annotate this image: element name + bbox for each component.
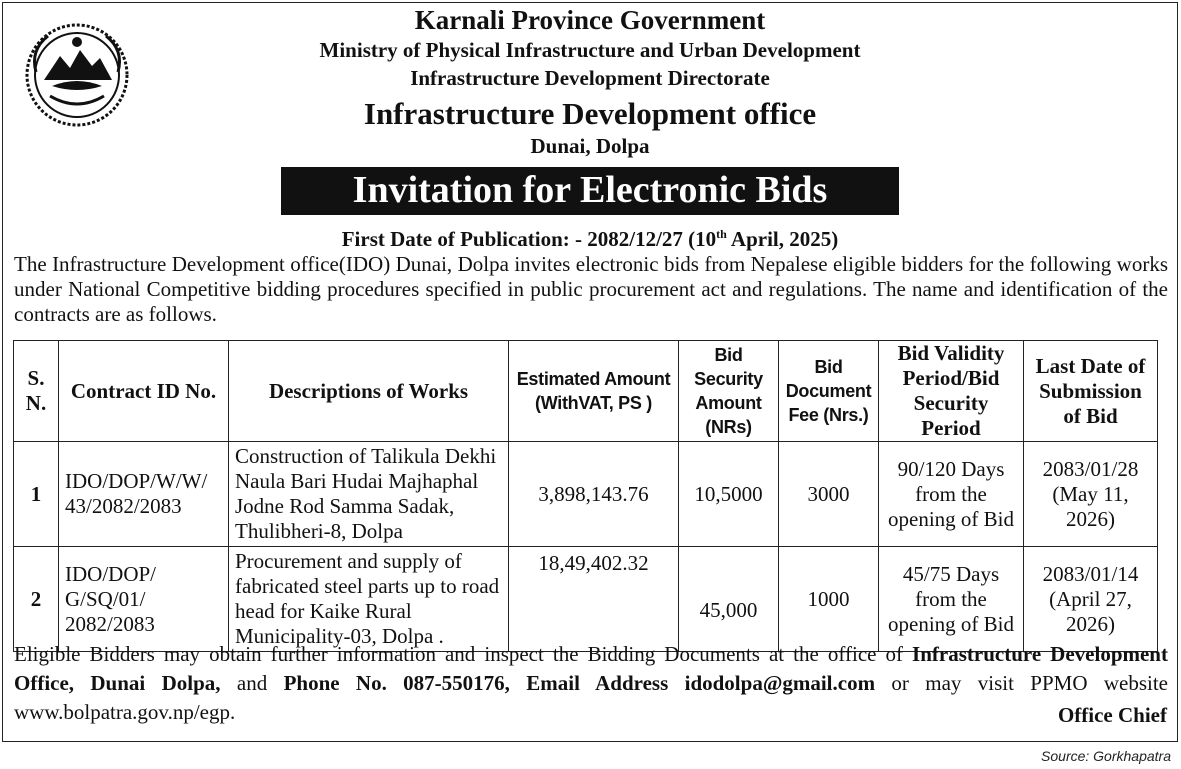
header-validity: Bid Validity Period/Bid Security Period bbox=[879, 341, 1024, 442]
cell-doc-fee: 1000 bbox=[779, 547, 879, 652]
table-row bbox=[14, 442, 1158, 547]
header-contract-id: Contract ID No. bbox=[59, 341, 229, 442]
signature-office-chief: Office Chief bbox=[1057, 703, 1167, 727]
cell-validity: 45/75 Days from the opening of Bid bbox=[879, 547, 1024, 652]
cell-contract-id: IDO/DOP/ G/SQ/01/ 2082/2083 bbox=[59, 547, 229, 652]
contracts-table bbox=[13, 340, 1158, 652]
cell-description: Construction of Talikula Dekhi Naula Bari Hudai Majhaphal Jodne Rod Samma Sadak, Thulibheri-8, Dolpa bbox=[229, 442, 509, 547]
publication-date bbox=[200, 226, 980, 252]
publication-date-text: First Date of Publication: - 2082/12/27 (10 bbox=[341, 227, 717, 251]
office-location: Dunai, Dolpa bbox=[530, 134, 650, 158]
footer-contact: Phone No. 087-550176, Email Address idodolpa@gmail.com bbox=[283, 671, 876, 695]
cell-bid-security: 45,000 bbox=[679, 547, 779, 652]
header-doc-fee: Bid Document Fee (Nrs.) bbox=[779, 341, 879, 442]
footer-text-3: or may visit PPMO website www.bolpatra.gov.np/egp. bbox=[14, 671, 1168, 724]
header-bid-security: Bid Security Amount (NRs) bbox=[679, 341, 779, 442]
table-header-row bbox=[14, 341, 1158, 442]
footer-text-2: and bbox=[220, 671, 284, 695]
notice-banner: Invitation for Electronic Bids bbox=[281, 167, 899, 215]
table-row bbox=[14, 547, 1158, 652]
intro-paragraph: The Infrastructure Development office(IDO) Dunai, Dolpa invites electronic bids from Nepalese eligible bidders for the following works under National Competitive bidding procedures specified in public procurement act and regulations. The name and identification of the contracts are as follows. bbox=[14, 252, 1168, 326]
cell-last-date: 2083/01/28 (May 11, 2026) bbox=[1024, 442, 1158, 547]
cell-estimated-amount: 3,898,143.76 bbox=[509, 442, 679, 547]
footer-text-1: Eligible Bidders may obtain further information and inspect the Bidding Documents at the office of bbox=[14, 642, 913, 666]
cell-contract-id: IDO/DOP/W/W/ 43/2082/2083 bbox=[59, 442, 229, 547]
cell-doc-fee: 3000 bbox=[779, 442, 879, 547]
publication-date-sup: th bbox=[716, 227, 727, 241]
directorate-title: Infrastructure Development Directorate bbox=[410, 66, 770, 90]
cell-bid-security: 10,5000 bbox=[679, 442, 779, 547]
government-emblem-icon bbox=[22, 20, 132, 130]
ministry-title: Ministry of Physical Infrastructure and Urban Development bbox=[319, 38, 861, 62]
footer-office-name: Infrastructure Development Office, Dunai Dolpa, bbox=[14, 642, 1168, 695]
publication-date-end: April, 2025) bbox=[726, 227, 839, 251]
header-estimated-amount: Estimated Amount (WithVAT, PS ) bbox=[509, 341, 679, 442]
cell-sn: 1 bbox=[14, 442, 59, 547]
footer-paragraph bbox=[14, 640, 1168, 727]
cell-estimated-amount: 18,49,402.32 bbox=[509, 547, 679, 652]
cell-last-date: 2083/01/14 (April 27, 2026) bbox=[1024, 547, 1158, 652]
cell-description: Procurement and supply of fabricated steel parts up to road head for Kaike Rural Municipality-03, Dolpa . bbox=[229, 547, 509, 652]
header-last-date: Last Date of Submission of Bid bbox=[1024, 341, 1158, 442]
cell-sn: 2 bbox=[14, 547, 59, 652]
cell-validity: 90/120 Days from the opening of Bid bbox=[879, 442, 1024, 547]
header-sn: S. N. bbox=[14, 341, 59, 442]
source-credit: Source: Gorkhapatra bbox=[1041, 748, 1171, 764]
office-title: Infrastructure Development office bbox=[363, 96, 817, 131]
header-description: Descriptions of Works bbox=[229, 341, 509, 442]
province-title: Karnali Province Government bbox=[414, 5, 766, 35]
